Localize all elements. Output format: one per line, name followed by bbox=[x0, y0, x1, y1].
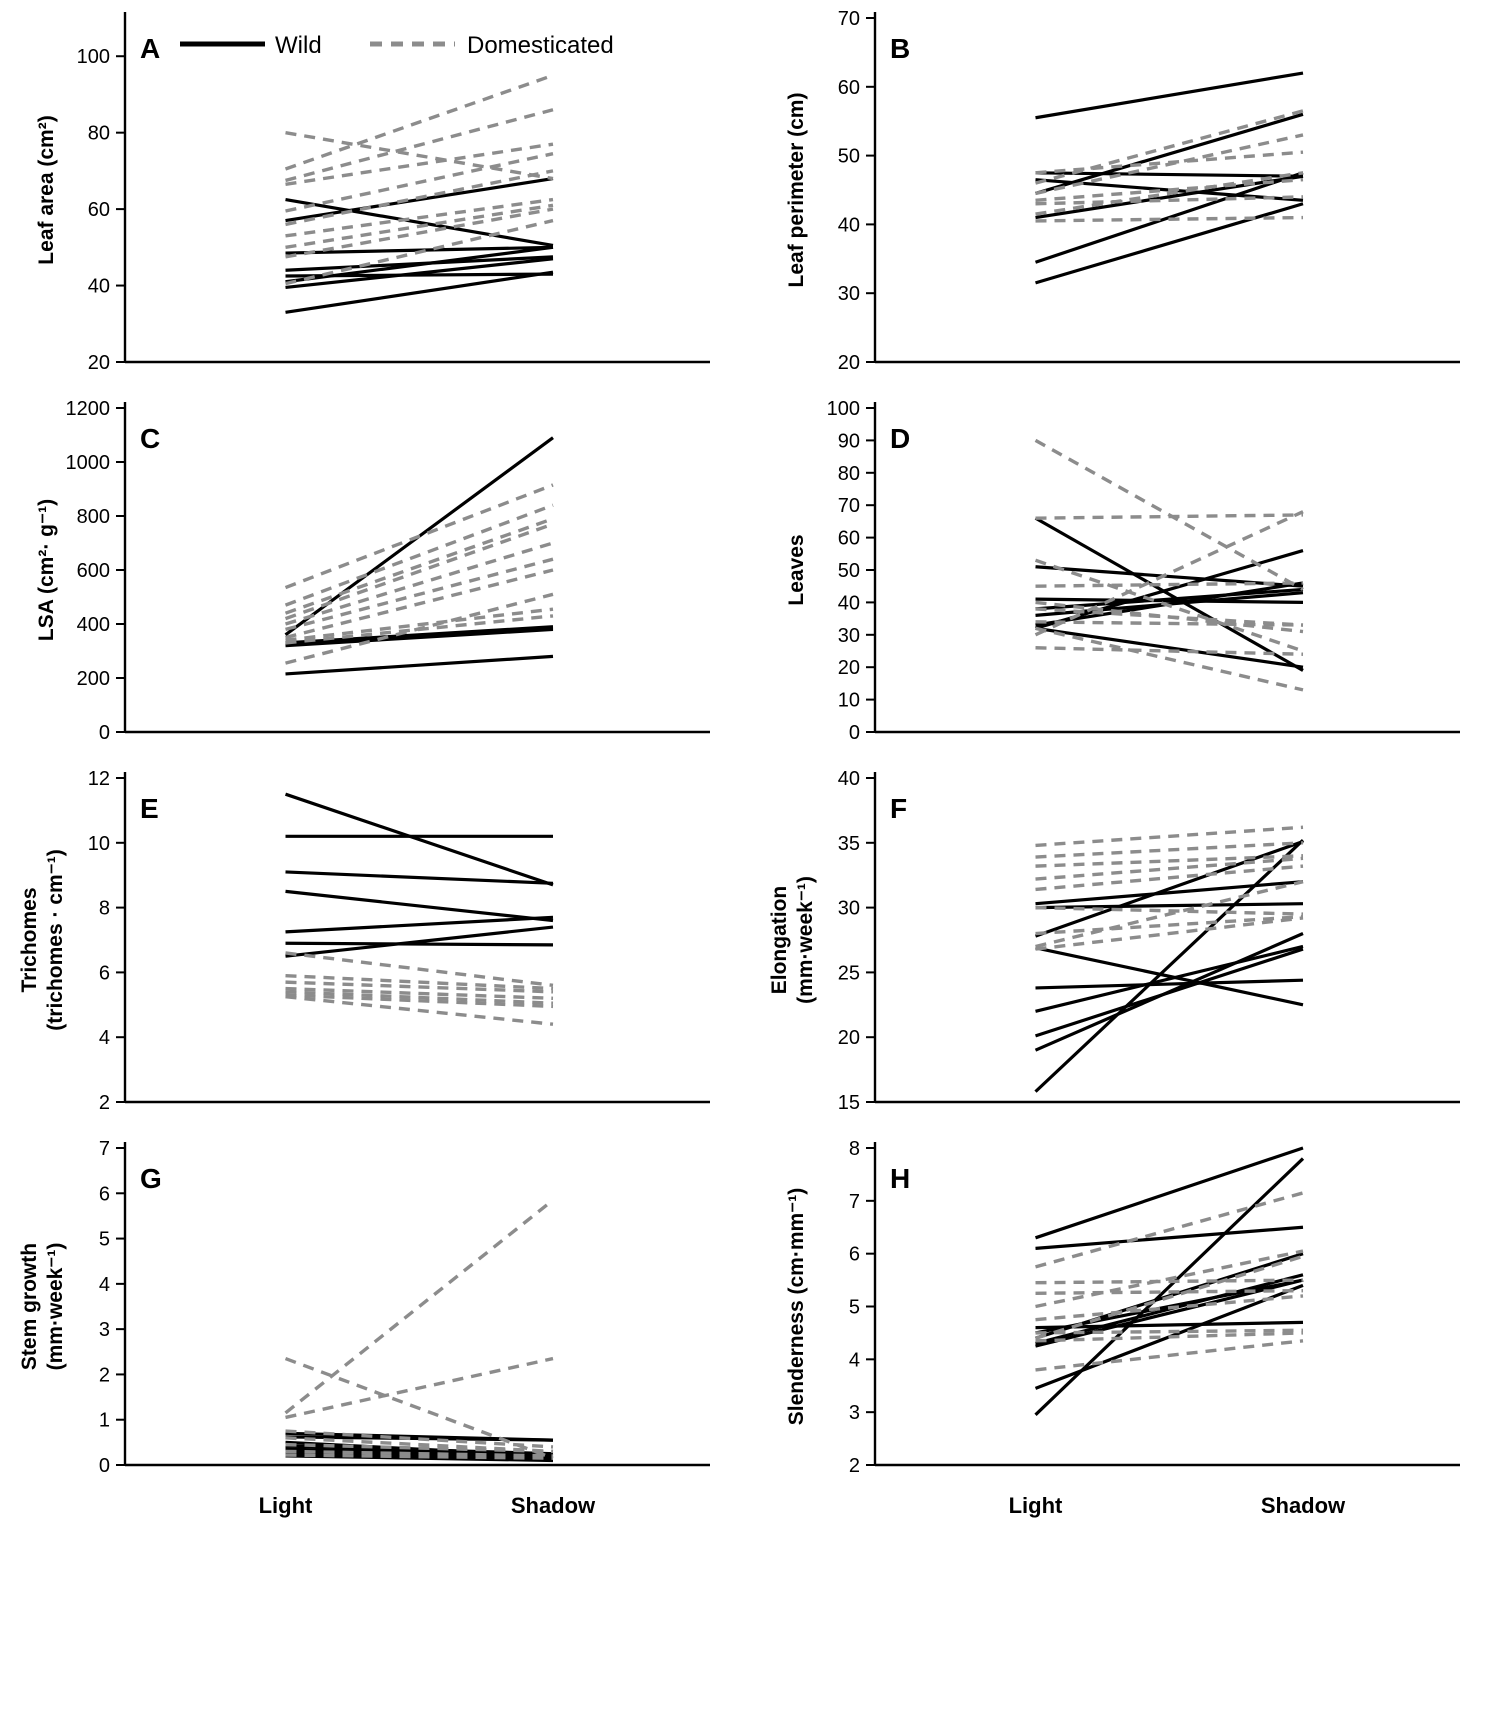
domesticated-series-line bbox=[286, 154, 554, 211]
chart-svg-h bbox=[750, 1130, 1500, 1560]
domesticated-series-line bbox=[286, 1200, 554, 1413]
wild-series-line bbox=[286, 891, 554, 920]
domesticated-series-line bbox=[286, 205, 554, 247]
wild-series-line bbox=[286, 917, 554, 932]
panel-letter-b: B bbox=[890, 33, 911, 64]
domesticated-series-line bbox=[1036, 622, 1304, 625]
domesticated-series-line bbox=[1036, 111, 1304, 183]
y-tick-label: 600 bbox=[76, 560, 110, 582]
y-tick-label: 0 bbox=[98, 722, 110, 744]
y-tick-label: 15 bbox=[837, 1092, 860, 1114]
wild-series-line bbox=[286, 656, 554, 674]
y-tick-label: 8 bbox=[98, 897, 110, 920]
y-tick-label: 40 bbox=[87, 275, 110, 298]
panel-letter-h: H bbox=[890, 1163, 911, 1194]
y-tick-label: 5 bbox=[98, 1228, 110, 1251]
y-tick-label: 60 bbox=[837, 76, 860, 99]
y-tick-label: 90 bbox=[837, 430, 860, 453]
chart-svg-b bbox=[750, 0, 1500, 390]
x-category-label-light: Light bbox=[1008, 1493, 1063, 1518]
y-axis-title: Slenderness (cm·mm⁻¹) bbox=[785, 1187, 808, 1426]
x-category-label-shadow: Shadow bbox=[1260, 1493, 1346, 1518]
y-tick-label: 6 bbox=[98, 1183, 110, 1206]
y-tick-label: 70 bbox=[837, 495, 860, 518]
y-tick-label: 60 bbox=[837, 527, 860, 550]
chart-panel-e bbox=[0, 760, 750, 1130]
wild-series-line bbox=[1036, 1148, 1304, 1238]
y-tick-label: 40 bbox=[837, 214, 860, 237]
x-category-label-shadow: Shadow bbox=[510, 1493, 596, 1518]
domesticated-series-line bbox=[286, 110, 554, 181]
y-tick-label: 60 bbox=[87, 199, 110, 222]
y-tick-label: 8 bbox=[848, 1138, 860, 1160]
y-tick-label: 4 bbox=[848, 1349, 860, 1372]
y-tick-label: 2 bbox=[848, 1455, 860, 1477]
chart-panel-a bbox=[0, 0, 750, 390]
y-tick-label: 25 bbox=[837, 962, 860, 985]
panel-letter-e: E bbox=[140, 793, 159, 824]
y-tick-label: 12 bbox=[87, 768, 110, 790]
y-tick-label: 200 bbox=[76, 668, 110, 690]
y-tick-label: 0 bbox=[848, 722, 860, 744]
chart-panel-g bbox=[0, 1130, 750, 1560]
y-tick-label: 50 bbox=[837, 145, 860, 168]
chart-svg-e bbox=[0, 760, 750, 1130]
y-axis-title: Leaf area (cm²) bbox=[35, 115, 58, 265]
y-tick-label: 100 bbox=[826, 398, 860, 420]
y-tick-label: 20 bbox=[87, 352, 110, 374]
chart-svg-d bbox=[750, 390, 1500, 760]
y-tick-label: 30 bbox=[837, 624, 860, 647]
y-tick-label: 10 bbox=[837, 689, 860, 712]
wild-series-line bbox=[1036, 73, 1304, 118]
y-axis-title: Leaves bbox=[785, 534, 808, 606]
y-tick-label: 80 bbox=[837, 462, 860, 485]
x-category-label-light: Light bbox=[258, 1493, 313, 1518]
y-axis-title: Stem growth bbox=[18, 1242, 41, 1371]
y-tick-label: 6 bbox=[848, 1243, 860, 1266]
wild-series-line bbox=[1036, 980, 1304, 988]
y-axis-title: LSA (cm²· g⁻¹) bbox=[35, 498, 58, 642]
y-tick-label: 30 bbox=[837, 283, 860, 306]
y-tick-label: 5 bbox=[848, 1296, 860, 1319]
y-tick-label: 4 bbox=[98, 1273, 110, 1296]
wild-series-line bbox=[1036, 934, 1304, 1051]
y-tick-label: 1000 bbox=[65, 452, 110, 474]
y-tick-label: 40 bbox=[837, 768, 860, 790]
y-tick-label: 0 bbox=[98, 1455, 110, 1477]
y-tick-label: 7 bbox=[848, 1190, 860, 1213]
y-tick-label: 40 bbox=[837, 592, 860, 615]
chart-svg-c bbox=[0, 390, 750, 760]
wild-series-line bbox=[286, 794, 554, 885]
y-axis-title: Elongation bbox=[768, 885, 791, 995]
chart-panel-c bbox=[0, 390, 750, 760]
domesticated-series-line bbox=[1036, 917, 1304, 934]
panel-letter-c: C bbox=[140, 423, 161, 454]
y-tick-label: 100 bbox=[76, 46, 110, 69]
y-tick-label: 4 bbox=[98, 1027, 110, 1050]
wild-series-line bbox=[286, 943, 554, 945]
panel-letter-f: F bbox=[890, 793, 908, 824]
wild-series-line bbox=[286, 272, 554, 312]
y-tick-label: 30 bbox=[837, 897, 860, 920]
legend-domesticated-label: Domesticated bbox=[467, 32, 614, 59]
y-tick-label: 20 bbox=[837, 1027, 860, 1050]
y-tick-label: 3 bbox=[98, 1319, 110, 1342]
wild-series-line bbox=[286, 872, 554, 883]
chart-panel-f bbox=[750, 760, 1500, 1130]
y-axis-title: (mm·week⁻¹) bbox=[44, 1242, 67, 1371]
chart-svg-g bbox=[0, 1130, 750, 1560]
domesticated-series-line bbox=[1036, 1330, 1304, 1333]
domesticated-series-line bbox=[1036, 628, 1304, 690]
y-axis-title: Trichomes bbox=[18, 887, 41, 993]
chart-panel-d bbox=[750, 390, 1500, 760]
y-tick-label: 70 bbox=[837, 8, 860, 30]
y-tick-label: 400 bbox=[76, 614, 110, 636]
y-axis-title: (trichomes · cm⁻¹) bbox=[44, 849, 67, 1031]
chart-panel-b bbox=[750, 0, 1500, 390]
panel-letter-g: G bbox=[140, 1163, 162, 1194]
chart-svg-f bbox=[750, 760, 1500, 1130]
chart-legend bbox=[180, 32, 614, 59]
y-tick-label: 7 bbox=[98, 1138, 110, 1160]
domesticated-series-line bbox=[1036, 1341, 1304, 1370]
domesticated-series-line bbox=[286, 519, 554, 614]
y-tick-label: 20 bbox=[837, 352, 860, 374]
wild-series-line bbox=[1036, 204, 1304, 283]
panel-letter-d: D bbox=[890, 423, 911, 454]
y-tick-label: 50 bbox=[837, 560, 860, 582]
domesticated-series-line bbox=[1036, 827, 1304, 845]
chart-svg-a bbox=[0, 0, 750, 390]
domesticated-series-line bbox=[1036, 173, 1304, 214]
panel-letter-a: A bbox=[140, 33, 161, 64]
chart-panel-h bbox=[750, 1130, 1500, 1560]
y-axis-title: Leaf perimeter (cm) bbox=[785, 92, 808, 288]
domesticated-series-line bbox=[1036, 218, 1304, 221]
y-tick-label: 6 bbox=[98, 962, 110, 985]
y-tick-label: 800 bbox=[76, 506, 110, 528]
y-tick-label: 80 bbox=[87, 122, 110, 145]
y-tick-label: 3 bbox=[848, 1402, 860, 1425]
y-tick-label: 20 bbox=[837, 657, 860, 680]
y-axis-title: (mm·week⁻¹) bbox=[794, 876, 817, 1004]
y-tick-label: 2 bbox=[98, 1092, 110, 1114]
wild-series-line bbox=[286, 927, 554, 956]
y-tick-label: 2 bbox=[98, 1364, 110, 1387]
y-tick-label: 35 bbox=[837, 832, 860, 855]
y-tick-label: 10 bbox=[87, 832, 110, 855]
y-tick-label: 1200 bbox=[65, 398, 110, 420]
wild-series-line bbox=[286, 179, 554, 221]
domesticated-series-line bbox=[1036, 515, 1304, 518]
y-tick-label: 1 bbox=[98, 1409, 110, 1432]
legend-wild-label: Wild bbox=[275, 32, 322, 59]
